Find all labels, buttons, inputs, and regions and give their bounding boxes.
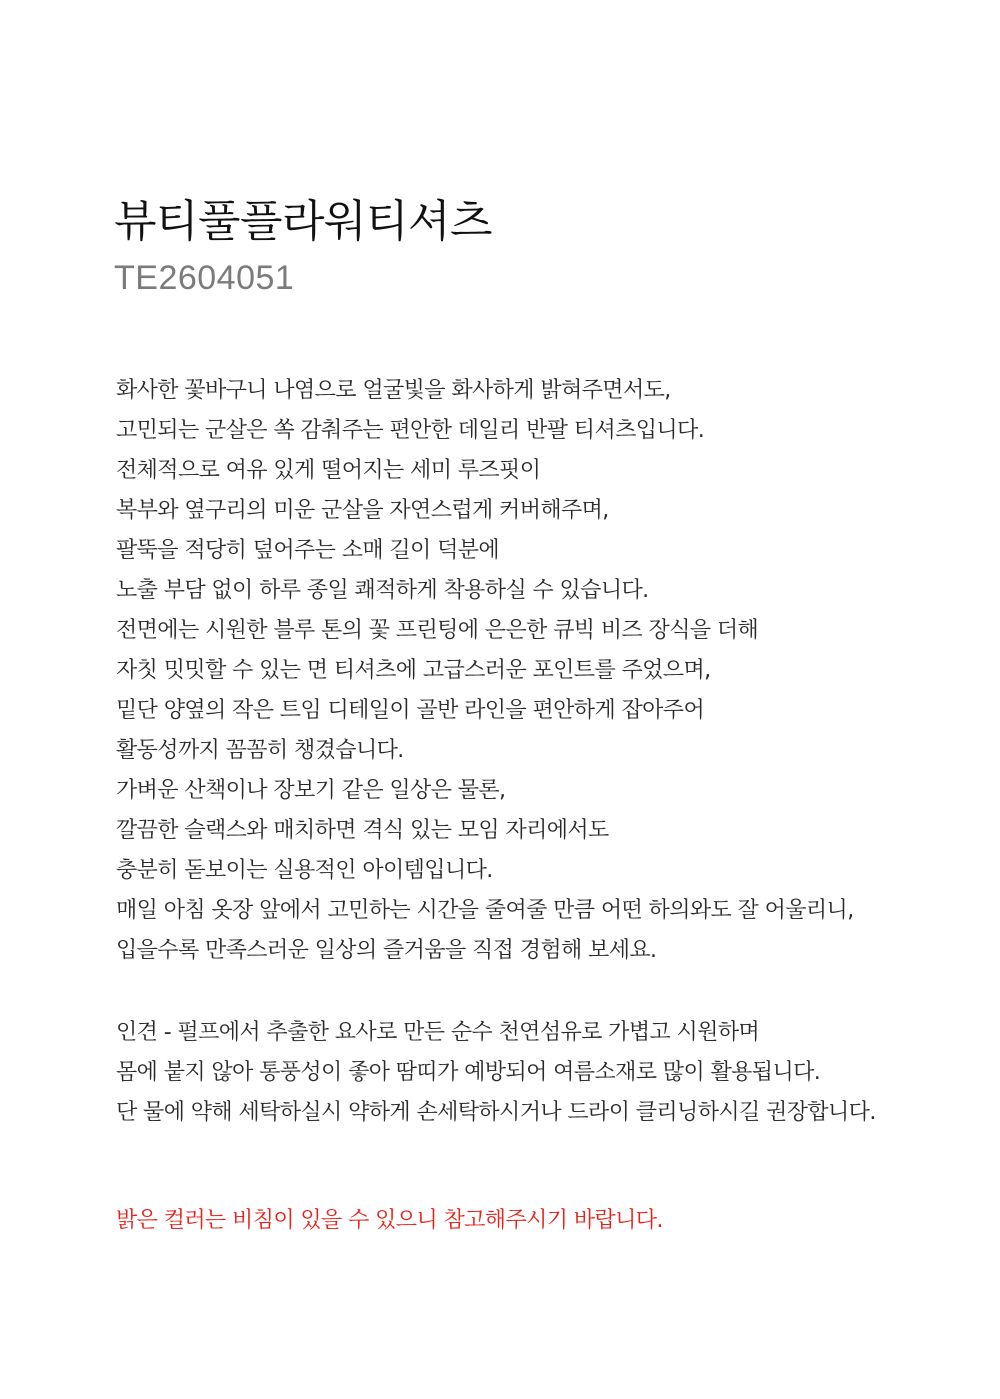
product-code: TE2604051 — [114, 259, 295, 297]
description-line: 매일 아침 옷장 앞에서 고민하는 시간을 줄여줄 만큼 어떤 하의와도 잘 어울리니, — [116, 898, 854, 923]
description-line: 깔끔한 슬랙스와 매치하면 격식 있는 모임 자리에서도 — [116, 818, 609, 843]
description-line: 활동성까지 꼼꼼히 챙겼습니다. — [116, 738, 404, 763]
description-line: 복부와 옆구리의 미운 군살을 자연스럽게 커버해주며, — [116, 498, 609, 523]
material-info — [116, 1013, 986, 1133]
notice-section — [116, 1201, 986, 1241]
description-line: 전면에는 시원한 블루 톤의 꽃 프린팅에 은은한 큐빅 비즈 장식을 더해 — [116, 618, 759, 643]
description-line: 고민되는 군살은 쏙 감춰주는 편안한 데일리 반팔 티셔츠입니다. — [116, 418, 705, 443]
description-line: 팔뚝을 적당히 덮어주는 소매 길이 덕분에 — [116, 538, 500, 563]
description-line: 자칫 밋밋할 수 있는 면 티셔츠에 고급스러운 포인트를 주었으며, — [116, 658, 711, 683]
description-line: 노출 부담 없이 하루 종일 쾌적하게 착용하실 수 있습니다. — [116, 578, 649, 603]
description-line: 충분히 돋보이는 실용적인 아이템입니다. — [116, 858, 493, 883]
material-line: 몸에 붙지 않아 통풍성이 좋아 땀띠가 예방되어 여름소재로 많이 활용됩니다. — [116, 1060, 821, 1085]
product-header — [114, 192, 974, 300]
description-line: 가벼운 산책이나 장보기 같은 일상은 물론, — [116, 778, 506, 803]
description-line: 전체적으로 여유 있게 떨어지는 세미 루즈핏이 — [116, 458, 541, 483]
material-line: 인견 - 펄프에서 추출한 요사로 만든 순수 천연섬유로 가볍고 시원하며 — [116, 1020, 760, 1045]
product-description — [116, 371, 986, 971]
product-title: 뷰티풀플라워티셔츠 — [114, 196, 493, 247]
notice-text: 밝은 컬러는 비침이 있을 수 있으니 참고해주시기 바랍니다. — [116, 1208, 663, 1233]
description-line: 화사한 꽃바구니 나염으로 얼굴빛을 화사하게 밝혀주면서도, — [116, 378, 671, 403]
description-line: 입을수록 만족스러운 일상의 즐거움을 직접 경험해 보세요. — [116, 938, 657, 963]
material-line: 단 물에 약해 세탁하실시 약하게 손세탁하시거나 드라이 클리닝하시길 권장합니다. — [116, 1100, 876, 1125]
description-line: 밑단 양옆의 작은 트임 디테일이 골반 라인을 편안하게 잡아주어 — [116, 698, 705, 723]
